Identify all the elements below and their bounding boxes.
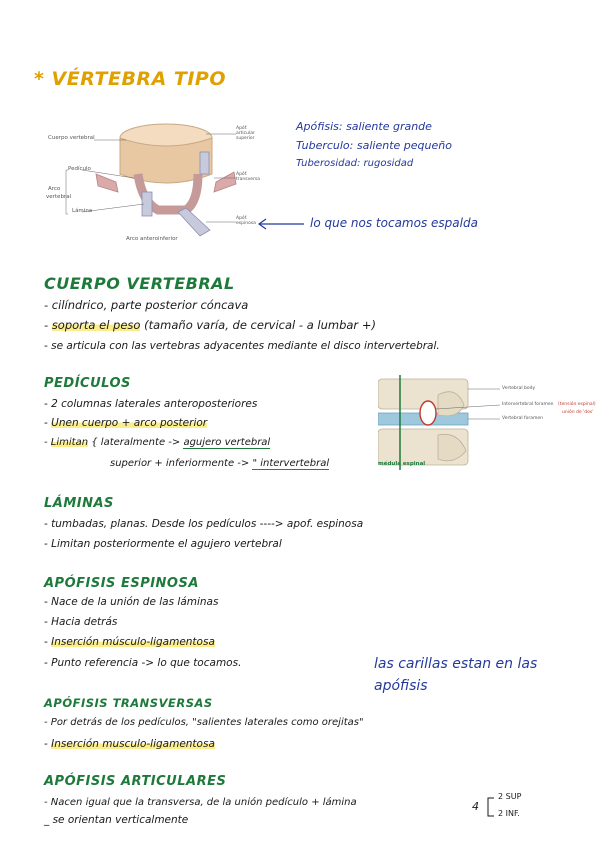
espinosa-line-2: - Hacia detrás <box>44 616 118 628</box>
label-pediculo: Pedículo <box>68 166 91 172</box>
cuerpo-line-2-dash: - <box>44 318 52 332</box>
pediculos-line-2-highlight: Unen cuerpo + arco posterior <box>51 417 208 429</box>
laminas-line-2: - Limitan posteriormente el agujero vertebral <box>44 538 282 550</box>
pediculos-line-3 <box>44 437 270 448</box>
arrow-icon <box>256 218 306 230</box>
pediculos-line-1: - 2 columnas laterales anteroposteriores <box>44 398 258 410</box>
label-medula-espinal: médula espinal <box>378 461 426 467</box>
transversas-line-1: - Por detrás de los pedículos, "salientes laterales como orejitas" <box>44 717 364 728</box>
agujero-vertebral-underlined: agujero vertebral <box>183 437 271 448</box>
heading-laminas: LÁMINAS <box>44 496 114 511</box>
articulares-line-2: _ se orientan verticalmente <box>44 814 189 826</box>
note-carillas-2: apófisis <box>374 678 428 694</box>
cuerpo-line-2-highlight: soporta el peso <box>51 318 141 332</box>
label-vertebral-foramen: Vertebral foramen <box>502 416 543 421</box>
label-apof-transversa: Apóf. transversa <box>236 172 260 182</box>
pediculos-line-2 <box>44 417 207 429</box>
heading-pediculos: PEDÍCULOS <box>44 376 131 391</box>
diagram-caption: Arco anteroinferior <box>126 236 178 242</box>
heading-cuerpo-vertebral: CUERPO VERTEBRAL <box>44 274 235 293</box>
note-tuberculo: Tuberculo: saliente pequeño <box>296 139 452 152</box>
pediculos-line-3-mid: { lateralmente -> <box>91 437 184 448</box>
heading-apofisis-articulares: APÓFISIS ARTICULARES <box>44 774 227 789</box>
cuerpo-line-2 <box>44 318 376 332</box>
pediculos-line-2-dash: - <box>44 417 52 429</box>
espinosa-line-4: - Punto referencia -> lo que tocamos. <box>44 657 242 669</box>
bracket-icon <box>484 794 496 820</box>
spine-diagram <box>378 375 596 475</box>
pediculos-line-4 <box>110 458 329 469</box>
cuerpo-line-1: - cilíndrico, parte posterior cóncava <box>44 298 249 312</box>
intervertebral-underlined: " intervertebral <box>252 458 330 469</box>
articulares-inf: 2 INF. <box>498 809 520 818</box>
pediculos-line-3-highlight: Limitan <box>50 437 89 448</box>
label-tension-espinal: (tensión espinal) <box>558 402 596 407</box>
note-carillas-1: las carillas estan en las <box>374 656 538 672</box>
transversas-line-2-dash: - <box>44 738 52 750</box>
vertebra-diagram <box>46 112 266 247</box>
heading-apofisis-transversas: APÓFISIS TRANSVERSAS <box>44 696 213 710</box>
cuerpo-line-2-rest: (tamaño varía, de cervical - a lumbar +) <box>140 318 376 332</box>
articulares-count: 4 <box>472 800 479 813</box>
label-intervertebral-foramen: Intervertebral foramen <box>502 402 554 407</box>
espinosa-line-3-dash: - <box>44 636 52 648</box>
label-lamina: Lámina <box>72 208 93 214</box>
pediculos-line-4-mid: superior + inferiormente -> <box>110 458 253 469</box>
label-vertebral-body: Vertebral body <box>502 386 536 391</box>
espinosa-line-1: - Nace de la unión de las láminas <box>44 596 219 608</box>
transversas-line-2 <box>44 738 215 750</box>
laminas-line-1: - tumbadas, planas. Desde los pedículos ----> apof. espinosa <box>44 518 364 530</box>
spine-illustration <box>378 375 596 475</box>
espinosa-line-3-highlight: Inserción músculo-ligamentosa <box>51 636 215 648</box>
page-title: * VÉRTEBRA TIPO <box>34 68 226 90</box>
note-espalda: lo que nos tocamos espalda <box>310 216 478 230</box>
note-tuberosidad: Tuberosidad: rugosidad <box>296 158 414 169</box>
heading-apofisis-espinosa: APÓFISIS ESPINOSA <box>44 576 199 591</box>
articulares-line-1: - Nacen igual que la transversa, de la unión pedículo + lámina <box>44 797 357 808</box>
label-cuerpo-vertebral: Cuerpo vertebral <box>48 135 95 141</box>
articulares-sup: 2 SUP <box>498 792 522 801</box>
label-arco-1: Arco <box>48 186 61 192</box>
vertebra-illustration <box>46 112 266 247</box>
label-union-dos: unión de 'dos' <box>562 410 594 415</box>
label-arco-2: vertebral <box>46 194 72 200</box>
label-apof-articular: Apóf. articular superior <box>236 126 255 141</box>
cuerpo-line-3: - se articula con las vertebras adyacentes mediante el disco intervertebral. <box>44 340 440 352</box>
pediculos-line-3-dash: - <box>44 437 51 448</box>
note-apofisis: Apófisis: saliente grande <box>296 120 432 133</box>
label-apof-espinosa: Apóf. espinosa <box>236 216 256 226</box>
transversas-line-2-highlight: Inserción musculo-ligamentosa <box>51 738 215 750</box>
espinosa-line-3 <box>44 636 215 648</box>
